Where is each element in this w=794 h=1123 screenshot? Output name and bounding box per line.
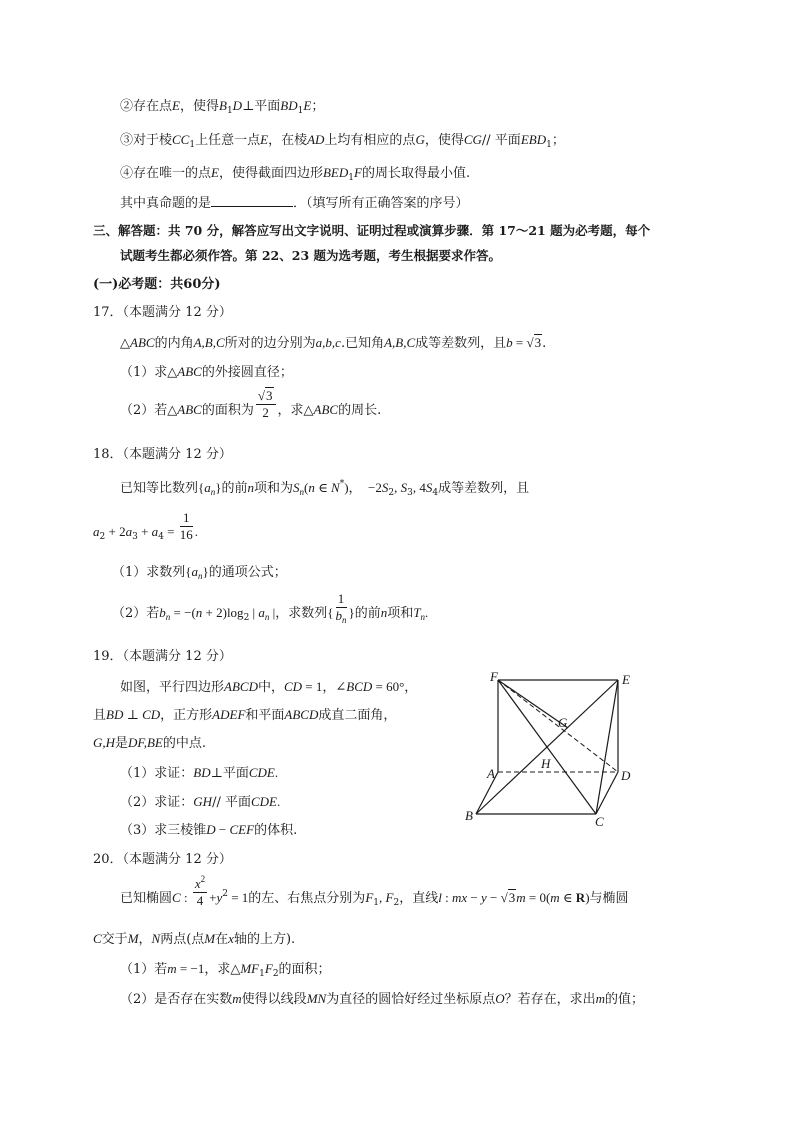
required-section-header: (一)必考题：共60分) [93,277,221,292]
label-D: D [621,768,631,783]
statement-4: ④存在唯一的点E，使得截面四边形$BED_1F$的周长取得最小值. [120,165,471,183]
q17-part1: （1）求△ABC的外接圆直径； [120,364,293,380]
label-F: F [490,669,498,684]
q19-line1: 如图，平行四边形ABCD中，CD = 1，∠BCD = 60°， [120,679,418,695]
q17-header: 17．（本题满分 12 分） [93,305,232,320]
q18-equation: $a_2 + 2a_3 + a_4$ = $\frac{1}{16}$ . [93,510,198,542]
q20-stem: 已知椭圆C : $\frac{x^2}{4}$ $+y^2 = 1$的左、右焦点分别为$F_1$, $F_2$，直线l : mx − y − √3m = 0(m ∈ R)与椭圆 [120,874,629,908]
q18-header: 18．（本题满分 12 分） [93,447,232,462]
q20-header: 20．（本题满分 12 分） [93,852,232,867]
label-E: E [622,672,630,687]
q18-part1: （1）求数列$\{a_n\}$的通项公式； [112,564,287,581]
section-3-instructions: 三、解答题：共 70 分，解答应写出文字说明、证明过程或演算步骤．第 17～21 题为必考题，每个 [93,223,651,238]
q20-part1: （1）若m = −1，求$\triangle MF_1F_2$的面积； [120,961,331,979]
q19-part3: （3）求三棱锥D − CEF的体积. [120,822,298,838]
q19-header: 19．（本题满分 12 分） [93,649,232,664]
statement-3: ③对于棱$CC_1$上任意一点E，在棱AD上均有相应的点G，使得CG// 平面$EBD_1$； [120,132,565,150]
label-C: C [595,814,604,828]
label-B: B [465,808,473,823]
q19-part1: （1）求证：BD⊥平面CDE. [120,765,279,781]
q18-stem: 已知等比数列$\{a_n\}$的前n项和为$S_n(n$ ∈ N*)， $-2S_2$, $S_3$, $4S_4$成等差数列，且 [120,479,530,498]
label-H: H [541,756,551,771]
answer-blank-line: 其中真命题的是 ．（填写所有正确答案的序号） [120,196,469,211]
q17-part2: （2）若△ABC的面积为 $\frac{√3}{2}$ ，求△ABC的周长. [120,388,382,420]
statement-2: ②存在点E，使得$B_1D\perp$平面$BD_1E$； [120,98,325,116]
q17-stem: △ABC的内角A,B,C所对的边分别为a,b,c.已知角A,B,C成等差数列，且b = √3. [120,335,547,351]
q20-stem-cont: C交于M，N两点(点M在x轴的上方). [93,931,296,947]
q19-line3: G,H是DF,BE的中点. [93,735,206,751]
label-G: G [558,715,568,730]
q19-line2: 且BD ⊥ CD，正方形ADEF和平面ABCD成直二面角， [93,707,397,723]
section-3-instructions-cont: 试题考生都必须作答。第 22、23 题为选考题，考生根据要求作答。 [120,248,501,263]
q20-part2: （2）是否存在实数m使得以线段MN为直径的圆恰好经过坐标原点O？若存在，求出m的值； [120,991,645,1007]
q18-part2: （2）若$b_n = -(n + 2)\log_2$ | $a_n$ |，求数列{ $\frac{1}{b_n}$ }的前n项和$T_n$. [112,591,429,625]
edge-EB [476,680,618,814]
geometry-figure [462,668,642,828]
label-A: A [487,766,495,781]
q19-part2: （2）求证：GH// 平面CDE. [120,794,281,810]
answer-blank[interactable] [211,194,293,207]
